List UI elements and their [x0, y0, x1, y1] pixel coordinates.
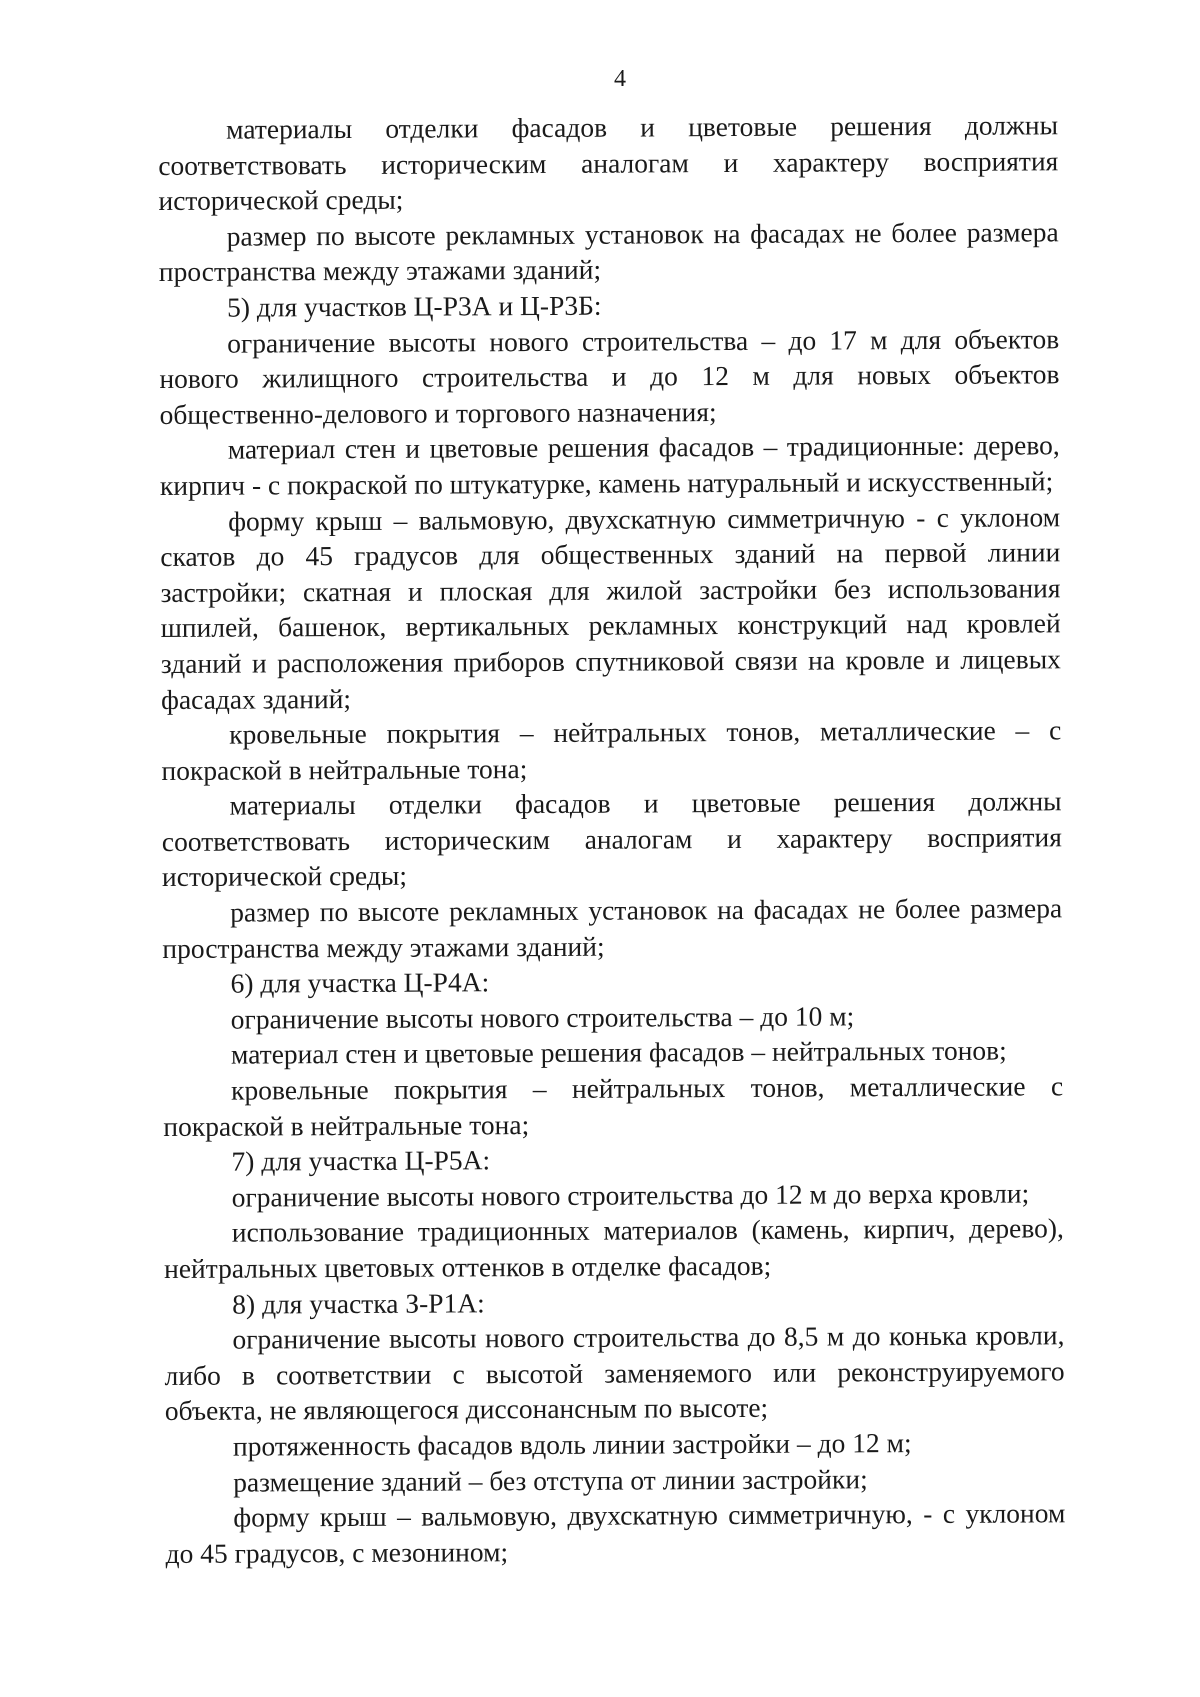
section-heading-7: 7) для участка Ц-Р5А: — [231, 1144, 491, 1177]
paragraph: использование традиционных материалов (камень, кирпич, дерево), нейтральных цветовых оттенков в отделке фасадов; — [163, 1212, 1064, 1284]
paragraph: ограничение высоты нового строительства до 12 м до верха кровли; — [231, 1177, 1030, 1213]
body-text — [158, 107, 1066, 1571]
paragraph: ограничение высоты нового строительства – до 17 м для объектов нового жилищного строительства и до 12 м для новых объектов общественно-делового и торгового назначения; — [159, 322, 1060, 430]
paragraph: материалы отделки фасадов и цветовые решения должны соответствовать историческим аналогам и характеру восприятия исторической среды; — [161, 785, 1062, 893]
paragraph: форму крыш – вальмовую, двухскатную симметричную, - с уклоном до 45 градусов, с мезонином; — [165, 1497, 1066, 1569]
paragraph: ограничение высоты нового строительства до 8,5 м до конька кровли, либо в соответствии с высотой заменяемого или реконструируемого объекта, не являющегося диссонансным по высоте; — [164, 1319, 1065, 1427]
section-heading-5: 5) для участков Ц-Р3А и Ц-Р3Б: — [226, 289, 602, 323]
paragraph: размещение зданий – без отступа от линии застройки; — [233, 1462, 868, 1498]
section-heading-6: 6) для участка Ц-Р4А: — [230, 966, 490, 999]
page-number: 4 — [614, 66, 626, 92]
paragraph: протяженность фасадов вдоль линии застройки – до 12 м; — [232, 1427, 912, 1462]
paragraph: размер по высоте рекламных установок на фасадах не более размера пространства между этажами зданий; — [162, 892, 1063, 964]
paragraph: материал стен и цветовые решения фасадов – традиционные: дерево, кирпич - с покраской по штукатурке, камень натуральный и искусственный; — [159, 429, 1060, 501]
section-heading-8: 8) для участка З-Р1А: — [232, 1286, 485, 1320]
paragraph: форму крыш – вальмовую, двухскатную симметричную - с уклоном скатов до 45 градусов для общественных зданий на первой линии застройки; скатная и плоская для жилой застройки без использования шпилей, башенок, вертикальных рекламных конструкций над кровлей зданий и расположения приборов спутниковой связи на кровле и лицевых фасадах зданий; — [160, 500, 1061, 715]
paragraph: материалы отделки фасадов и цветовые решения должны соответствовать историческим аналогам и характеру восприятия исторической среды; — [158, 109, 1059, 217]
paragraph: ограничение высоты нового строительства – до 10 м; — [230, 1000, 855, 1035]
paragraph: размер по высоте рекламных установок на фасадах не более размера пространства между этажами зданий; — [158, 216, 1059, 288]
paragraph: кровельные покрытия – нейтральных тонов, металлические с покраской в нейтральные тона; — [163, 1070, 1064, 1142]
paragraph: кровельные покрытия – нейтральных тонов, металлические – с покраской в нейтральные тона; — [161, 714, 1062, 786]
paragraph: материал стен и цветовые решения фасадов – нейтральных тонов; — [230, 1035, 1007, 1071]
